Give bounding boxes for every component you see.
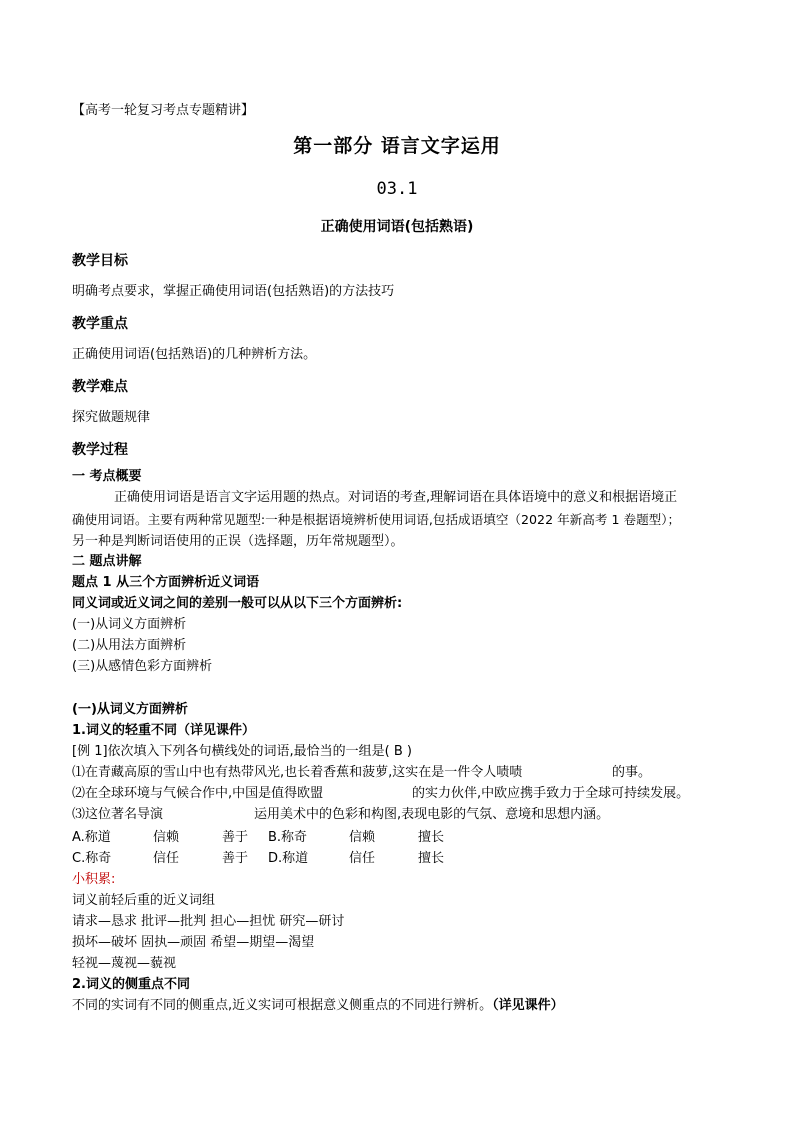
difficulty-heading: 教学难点 [72,379,128,395]
sub-1-heading: 1.词义的轻重不同（详见课件） [72,723,255,738]
note-line: 损坏—破坏 固执—顽固 希望—期望—渴望 [72,935,315,950]
page-title: 第一部分 语言文字运用 [293,135,501,157]
option-cell: 信任 [349,851,376,866]
option-cell: C.称奇 [72,851,112,866]
sub-2-text [72,997,564,1015]
option-cell: D.称道 [268,851,309,866]
goal-heading: 教学目标 [72,253,128,269]
option-cell: 信赖 [349,830,376,845]
option-cell: 擅长 [418,830,445,845]
option-cell: B.称奇 [268,830,308,845]
sub-2-heading: 2.词义的侧重点不同 [72,977,190,992]
header-tag: 【高考一轮复习考点专题精讲】 [72,103,255,118]
note-line: 轻视—蔑视—藐视 [72,956,177,971]
option-cell: A.称道 [72,830,111,845]
option-cell: 善于 [222,851,249,866]
option-cell: 善于 [222,830,249,845]
question-3: ⑶这位著名导演 [72,807,164,822]
example-prompt: [例 1]依次填入下列各句横线处的词语,最恰当的一组是( B ) [72,744,413,759]
list-item: (二)从用法方面辨析 [72,638,187,653]
overview-heading: 一 考点概要 [72,469,142,484]
explain-heading: 二 题点讲解 [72,554,142,569]
question-3-end: 运用美术中的色彩和构图,表现电影的气氛、意境和思想内涵。 [254,807,610,822]
note-line: 请求—恳求 批评—批判 担心—担忧 研究—研讨 [72,914,345,929]
overview-line-1: 正确使用词语是语言文字运用题的热点。对词语的考查,理解词语在具体语境中的意义和根据语境正 [114,490,678,505]
list-item: (三)从感情色彩方面辨析 [72,659,213,674]
key-text: 正确使用词语(包括熟语)的几种辨析方法。 [72,347,317,362]
question-1-end: 的事。 [612,765,652,780]
sub-2-tail: （详见课件） [492,998,564,1013]
process-heading: 教学过程 [72,442,128,458]
question-2-end: 的实力伙伴,中欧应携手致力于全球可持续发展。 [412,786,690,801]
question-1: ⑴在青藏高原的雪山中也有热带风光,也长着香蕉和菠萝,这实在是一件令人啧啧 [72,765,523,780]
option-cell: 擅长 [418,851,445,866]
note-label: 小积累: [72,872,116,887]
sub-2-body: 不同的实词有不同的侧重点,近义实词可根据意义侧重点的不同进行辨析。 [72,998,493,1013]
point-1-intro: 同义词或近义词之间的差别一般可以从以下三个方面辨析: [72,596,403,611]
overview-line-2: 确使用词语。主要有两种常见题型:一种是根据语境辨析使用词语,包括成语填空（2022 年新高考 1 卷题型）； [72,512,681,527]
part-1-heading: (一)从词义方面辨析 [72,702,188,717]
option-cell: 信赖 [153,830,180,845]
key-heading: 教学重点 [72,316,128,332]
page-subtitle: 正确使用词语(包括熟语) [320,219,474,235]
goal-text: 明确考点要求，掌握正确使用词语(包括熟语)的方法技巧 [72,284,395,299]
note-title: 词义前轻后重的近义词组 [72,893,216,908]
overview-line-3: 另一种是判断词语使用的正误（选择题，历年常规题型）。 [72,534,404,549]
section-number: 03.1 [376,179,418,199]
point-1-heading: 题点 1 从三个方面辨析近义词语 [72,575,260,590]
question-2: ⑵在全球环境与气候合作中,中国是值得欧盟 [72,786,324,801]
difficulty-text: 探究做题规律 [72,410,151,425]
option-cell: 信任 [153,851,180,866]
list-item: (一)从词义方面辨析 [72,617,187,632]
